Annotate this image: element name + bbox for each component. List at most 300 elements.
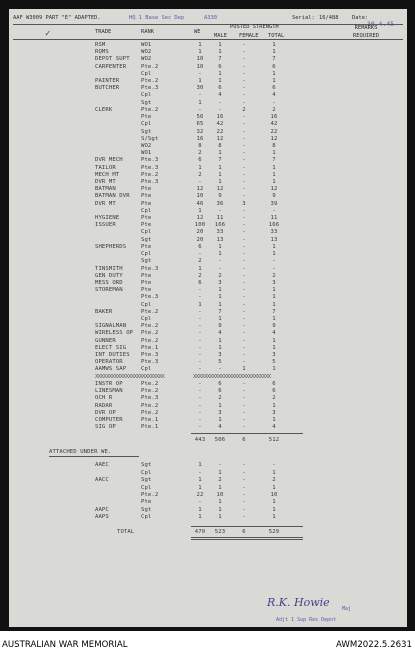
trade-cell: RSM xyxy=(95,42,106,48)
rank-cell: WO2 xyxy=(141,56,152,63)
total-cell: 1 xyxy=(272,49,276,56)
col-female: FEMALE xyxy=(239,33,259,39)
total-cell: 2 xyxy=(272,272,276,279)
female-cell: - xyxy=(242,63,246,70)
we-cell: 8 xyxy=(198,142,202,149)
we-cell: 20 xyxy=(196,229,204,236)
total-cell: - xyxy=(272,265,276,272)
we-cell: 2 xyxy=(198,171,202,178)
trade-cell: MECH MT xyxy=(95,171,120,178)
male-cell: 9 xyxy=(218,323,222,330)
male-cell: 7 xyxy=(218,157,222,164)
we-cell: 2 xyxy=(198,272,202,279)
we-cell: - xyxy=(198,251,202,258)
total-cell: 4 xyxy=(272,92,276,99)
female-cell: - xyxy=(242,462,246,469)
rank-cell: Cpl xyxy=(141,251,152,258)
female-cell: - xyxy=(242,514,246,521)
female-cell: - xyxy=(242,42,246,48)
adjutant-title: Adjt 1 Sup Res Depot xyxy=(276,617,337,623)
female-cell: - xyxy=(242,330,246,337)
total-cell: 1 xyxy=(272,366,276,373)
total-cell: 1 xyxy=(272,416,276,423)
total-total: 529 xyxy=(268,528,280,535)
total-cell: - xyxy=(272,207,276,214)
we-cell: 32 xyxy=(196,128,204,135)
we-cell: - xyxy=(198,366,202,373)
we-cell: 12 xyxy=(196,186,204,193)
total-cell: 6 xyxy=(272,85,276,92)
male-cell: 1 xyxy=(218,287,222,294)
we-cell: 1 xyxy=(198,506,202,513)
total-cell: 3 xyxy=(272,352,276,359)
male-cell: 8 xyxy=(218,142,222,149)
we-cell: 1 xyxy=(198,477,202,484)
trade-cell: ELECT SIG xyxy=(95,344,127,351)
male-cell: 1 xyxy=(218,301,222,308)
male-cell: 33 xyxy=(216,229,224,236)
we-cell: - xyxy=(198,308,202,315)
trade-cell: BATMAN DVR xyxy=(95,193,130,200)
male-cell: 13 xyxy=(216,236,224,243)
we-cell: 10 xyxy=(196,56,204,63)
male-cell: 12 xyxy=(216,186,224,193)
total-cell: 1 xyxy=(272,499,276,506)
rank-cell: WO1 xyxy=(141,42,152,48)
male-cell: 1 xyxy=(218,178,222,185)
male-cell: - xyxy=(218,462,222,469)
male-cell: 3 xyxy=(218,352,222,359)
we-cell: 1 xyxy=(198,484,202,491)
female-cell: 3 xyxy=(242,200,246,207)
rank-cell: Pte.2 xyxy=(141,491,159,498)
male-cell: - xyxy=(218,99,222,106)
female-cell: - xyxy=(242,70,246,77)
total-cell: 1 xyxy=(272,469,276,476)
male-cell: 1 xyxy=(218,484,222,491)
total-cell: 1 xyxy=(272,42,276,48)
total-cell: 13 xyxy=(270,236,278,243)
we-cell: 20 xyxy=(196,236,204,243)
total-cell: 1 xyxy=(272,70,276,77)
we-cell: 46 xyxy=(196,200,204,207)
total-cell: 1 xyxy=(272,287,276,294)
total-cell: 1 xyxy=(272,178,276,185)
we-cell: 1 xyxy=(198,265,202,272)
signature-rank: Maj xyxy=(342,606,352,612)
female-cell: - xyxy=(242,135,246,142)
rank-cell: Pte.2 xyxy=(141,171,159,178)
rank-cell: Pte xyxy=(141,193,152,200)
trade-cell: AAEC xyxy=(95,462,109,469)
female-cell: - xyxy=(242,251,246,258)
female-cell: - xyxy=(242,409,246,416)
rank-cell: Sgt xyxy=(141,236,152,243)
we-cell: - xyxy=(198,402,202,409)
female-cell: - xyxy=(242,294,246,301)
male-cell: 1 xyxy=(218,294,222,301)
form-title: AAF W3009 PART "E" ADAPTED. xyxy=(13,15,101,21)
we-cell: - xyxy=(198,424,202,431)
trade-cell: BATMAN xyxy=(95,186,116,193)
total-cell: 2 xyxy=(272,477,276,484)
female-cell: - xyxy=(242,243,246,250)
rank-cell: Pte.3 xyxy=(141,178,159,185)
female-cell: - xyxy=(242,236,246,243)
rank-cell: Pte xyxy=(141,287,152,294)
trade-cell: HYGIENE xyxy=(95,215,120,222)
male-cell: 2 xyxy=(218,272,222,279)
trade-cell: STOREMAN xyxy=(95,287,123,294)
female-cell: - xyxy=(242,207,246,214)
total-cell: 1 xyxy=(272,78,276,85)
total-we: 470 xyxy=(194,528,206,535)
total-cell: 1 xyxy=(272,337,276,344)
rank-cell: Cpl xyxy=(141,121,152,128)
female-cell: - xyxy=(242,215,246,222)
total-rule-top xyxy=(191,526,303,527)
rank-cell: Cpl xyxy=(141,207,152,214)
female-cell: - xyxy=(242,395,246,402)
we-cell: - xyxy=(198,352,202,359)
male-cell: 2 xyxy=(218,477,222,484)
female-cell: - xyxy=(242,272,246,279)
rank-cell: Cpl xyxy=(141,514,152,521)
male-cell: 6 xyxy=(218,63,222,70)
trade-cell: INSTR OP xyxy=(95,380,123,387)
female-cell: - xyxy=(242,484,246,491)
male-cell: 4 xyxy=(218,424,222,431)
we-cell: - xyxy=(198,294,202,301)
female-cell: - xyxy=(242,193,246,200)
total-cell: 1 xyxy=(272,514,276,521)
subtotal-male: 506 xyxy=(214,437,226,444)
male-cell: 6 xyxy=(218,380,222,387)
total-cell: 1 xyxy=(272,506,276,513)
total-female: 6 xyxy=(242,528,246,535)
male-cell: 4 xyxy=(218,330,222,337)
subtotal-total: 512 xyxy=(268,437,280,444)
trade-cell: BAKER xyxy=(95,308,113,315)
total-cell: 12 xyxy=(270,186,278,193)
date-stamp: 30.4.45 xyxy=(367,20,394,28)
total-cell: 7 xyxy=(272,308,276,315)
trade-cell: CARPENTER xyxy=(95,63,127,70)
male-cell: 1 xyxy=(218,315,222,322)
male-cell: 1 xyxy=(218,42,222,48)
total-cell: 1 xyxy=(272,484,276,491)
female-cell: - xyxy=(242,323,246,330)
male-cell: 16 xyxy=(216,114,224,121)
we-cell: 1 xyxy=(198,99,202,106)
rank-cell: Pte.2 xyxy=(141,106,159,113)
rank-cell: Cpl xyxy=(141,70,152,77)
female-cell: - xyxy=(242,352,246,359)
total-cell: 1 xyxy=(272,301,276,308)
female-cell: - xyxy=(242,337,246,344)
unit-stamp: HQ 1 Base Sec Dep xyxy=(129,15,185,21)
total-cell: 1 xyxy=(272,294,276,301)
female-cell: - xyxy=(242,344,246,351)
rank-cell: Pte.2 xyxy=(141,63,159,70)
total-cell: 1 xyxy=(272,402,276,409)
male-cell: 6 xyxy=(218,388,222,395)
rank-cell: S/Sgt xyxy=(141,135,159,142)
rank-cell: Cpl xyxy=(141,301,152,308)
male-cell: 4 xyxy=(218,92,222,99)
we-cell: 56 xyxy=(196,114,204,121)
rank-cell: Pte.2 xyxy=(141,388,159,395)
female-cell: - xyxy=(242,164,246,171)
trade-cell: DEPOT SUPT xyxy=(95,56,130,63)
male-cell: - xyxy=(218,258,222,265)
total-cell: 1 xyxy=(272,171,276,178)
rank-cell: Pte.2 xyxy=(141,402,159,409)
male-cell: 1 xyxy=(218,171,222,178)
we-cell: 1 xyxy=(198,301,202,308)
we-cell: 2 xyxy=(198,150,202,157)
tick-mark: ✓ xyxy=(45,29,51,39)
male-cell: - xyxy=(218,106,222,113)
male-cell: 1 xyxy=(218,514,222,521)
male-cell: 1 xyxy=(218,49,222,56)
subtotal-we: 443 xyxy=(194,437,206,444)
rank-cell: Pte.2 xyxy=(141,337,159,344)
rank-cell: Pte xyxy=(141,279,152,286)
col-we: WE xyxy=(194,29,201,35)
trade-cell: GUNNER xyxy=(95,337,116,344)
rank-cell: Sgt xyxy=(141,506,152,513)
trade-cell: TAILOR xyxy=(95,164,116,171)
trade-cell: DVR MT xyxy=(95,200,116,207)
total-cell: - xyxy=(272,99,276,106)
rank-cell: WO2 xyxy=(141,49,152,56)
male-cell: 1 xyxy=(218,344,222,351)
trade-cell: TINSMITH xyxy=(95,265,123,272)
total-cell: 166 xyxy=(268,222,280,229)
rank-cell: Pte.3 xyxy=(141,85,159,92)
we-cell: - xyxy=(198,344,202,351)
male-cell: 1 xyxy=(218,337,222,344)
rank-cell: Pte.2 xyxy=(141,323,159,330)
male-cell: 1 xyxy=(218,164,222,171)
we-cell: 6 xyxy=(198,157,202,164)
rank-cell: Cpl xyxy=(141,366,152,373)
rank-cell: Cpl xyxy=(141,92,152,99)
total-cell: 42 xyxy=(270,121,278,128)
trade-cell: AAMWS SAP xyxy=(95,366,127,373)
female-cell: - xyxy=(242,301,246,308)
col-male: MALE xyxy=(214,33,227,39)
male-cell: 1 xyxy=(218,469,222,476)
rank-cell: Pte xyxy=(141,272,152,279)
male-cell: - xyxy=(218,207,222,214)
total-cell: 1 xyxy=(272,243,276,250)
female-cell: - xyxy=(242,402,246,409)
total-cell: 12 xyxy=(270,135,278,142)
total-cell: 9 xyxy=(272,193,276,200)
trade-cell: XXXXXXXXXXXXXXXXXXXXXXXXX xyxy=(95,373,165,380)
we-cell: 22 xyxy=(196,491,204,498)
male-cell: 10 xyxy=(216,491,224,498)
we-cell: - xyxy=(198,380,202,387)
rank-cell: Pte.3 xyxy=(141,157,159,164)
male-cell: 1 xyxy=(218,506,222,513)
female-cell: - xyxy=(242,416,246,423)
rank-cell: Pte.3 xyxy=(141,294,159,301)
male-cell: 36 xyxy=(216,200,224,207)
posted-strength-header: POSTED STRENGTH xyxy=(230,24,279,30)
rank-cell: Pte xyxy=(141,222,152,229)
trade-cell: DVR MECH xyxy=(95,157,123,164)
col-remarks: REMARKS REQUIRED xyxy=(353,25,379,39)
rank-cell: Pte.2 xyxy=(141,409,159,416)
female-cell: - xyxy=(242,308,246,315)
male-cell: 2 xyxy=(218,395,222,402)
we-cell: 6 xyxy=(198,243,202,250)
trade-cell: GEN DUTY xyxy=(95,272,123,279)
female-cell: - xyxy=(242,477,246,484)
column-header-rule xyxy=(13,39,403,40)
we-cell: 10 xyxy=(196,193,204,200)
trade-cell: ISSUER xyxy=(95,222,116,229)
male-cell: - xyxy=(218,366,222,373)
rank-cell: Cpl xyxy=(141,229,152,236)
trade-cell: CLERK xyxy=(95,106,113,113)
trade-cell: MESS ORD xyxy=(95,279,123,286)
female-cell: - xyxy=(242,388,246,395)
female-cell: - xyxy=(242,222,246,229)
stamp-code: A330 xyxy=(204,15,217,21)
rank-cell: Pte.2 xyxy=(141,330,159,337)
serial-label: Serial: xyxy=(292,15,315,21)
trade-cell: WIRELESS OP xyxy=(95,330,134,337)
female-cell: - xyxy=(242,186,246,193)
trade-cell: SHEPHERDS xyxy=(95,243,127,250)
we-cell: 6 xyxy=(198,279,202,286)
male-cell: 11 xyxy=(216,215,224,222)
attached-title-underline xyxy=(49,456,139,457)
we-cell: - xyxy=(198,92,202,99)
total-cell: 6 xyxy=(272,63,276,70)
female-cell: 2 xyxy=(242,106,246,113)
rank-cell: Pte.2 xyxy=(141,380,159,387)
male-cell: 22 xyxy=(216,128,224,135)
we-cell: - xyxy=(198,330,202,337)
rank-cell: Pte.3 xyxy=(141,352,159,359)
date-label: Date: xyxy=(352,15,369,21)
trade-cell: SIGNALMAN xyxy=(95,323,127,330)
male-cell: 5 xyxy=(218,359,222,366)
trade-cell: SIG OP xyxy=(95,424,116,431)
total-cell: 22 xyxy=(270,128,278,135)
female-cell: - xyxy=(242,469,246,476)
male-cell: 3 xyxy=(218,409,222,416)
trade-cell: LINESMAN xyxy=(95,388,123,395)
trade-cell: AAPS xyxy=(95,514,109,521)
male-cell: 1 xyxy=(218,499,222,506)
total-cell: 1 xyxy=(272,164,276,171)
male-cell: 6 xyxy=(218,85,222,92)
col-rank: RANK xyxy=(141,29,154,35)
female-cell: - xyxy=(242,171,246,178)
total-cell: 3 xyxy=(272,409,276,416)
trade-cell: COMPUTER xyxy=(95,416,123,423)
we-cell: - xyxy=(198,287,202,294)
we-cell: - xyxy=(198,416,202,423)
male-cell: 7 xyxy=(218,308,222,315)
col-trade: TRADE xyxy=(95,29,112,35)
female-cell: - xyxy=(242,92,246,99)
total-cell: 4 xyxy=(272,424,276,431)
trade-cell: AACC xyxy=(95,477,109,484)
male-cell: 1 xyxy=(218,402,222,409)
total-cell: 11 xyxy=(270,215,278,222)
we-cell: 1 xyxy=(198,164,202,171)
male-cell: 1 xyxy=(218,416,222,423)
rank-cell: Cpl xyxy=(141,484,152,491)
rank-cell: WO1 xyxy=(141,150,152,157)
male-cell: 166 xyxy=(214,222,226,229)
rank-cell: WO2 xyxy=(141,142,152,149)
female-cell: - xyxy=(242,85,246,92)
we-cell: 1 xyxy=(198,462,202,469)
trade-cell: RADAR xyxy=(95,402,113,409)
we-cell: 100 xyxy=(194,222,206,229)
total-rule-bottom xyxy=(191,537,303,538)
female-cell: - xyxy=(242,315,246,322)
we-cell: 1 xyxy=(198,514,202,521)
total-cell: - xyxy=(272,462,276,469)
col-total: TOTAL xyxy=(268,33,285,39)
rank-cell: Pte.1 xyxy=(141,344,159,351)
we-cell: 10 xyxy=(196,63,204,70)
total-cell: 39 xyxy=(270,200,278,207)
male-cell: 42 xyxy=(216,121,224,128)
total-cell: 6 xyxy=(272,388,276,395)
document-page xyxy=(9,9,407,627)
total-male: 523 xyxy=(214,528,226,535)
trade-cell: PAINTER xyxy=(95,78,120,85)
we-cell: 12 xyxy=(196,215,204,222)
female-cell: - xyxy=(242,424,246,431)
rank-cell: Pte.1 xyxy=(141,424,159,431)
rank-cell: Pte xyxy=(141,499,152,506)
rank-cell: Pte.3 xyxy=(141,395,159,402)
rank-cell: Sgt xyxy=(141,99,152,106)
serial-value: 16/488 xyxy=(319,15,339,21)
trade-cell: OCH R xyxy=(95,395,113,402)
total-rule-double xyxy=(191,539,303,540)
rank-cell: Pte.3 xyxy=(141,359,159,366)
total-cell: 6 xyxy=(272,380,276,387)
we-cell: - xyxy=(198,388,202,395)
male-cell: 7 xyxy=(218,56,222,63)
rank-cell: Sgt xyxy=(141,258,152,265)
female-cell: - xyxy=(242,258,246,265)
female-cell: - xyxy=(242,150,246,157)
we-cell: - xyxy=(198,178,202,185)
male-cell: 1 xyxy=(218,150,222,157)
total-label: TOTAL xyxy=(117,528,135,535)
rank-cell: Cpl xyxy=(141,315,152,322)
trade-cell: DVR OP xyxy=(95,409,116,416)
rank-cell: Pte.3 xyxy=(141,164,159,171)
trade-cell: AAPC xyxy=(95,506,109,513)
female-cell: - xyxy=(242,279,246,286)
rank-cell: Pte xyxy=(141,243,152,250)
we-cell: - xyxy=(198,337,202,344)
